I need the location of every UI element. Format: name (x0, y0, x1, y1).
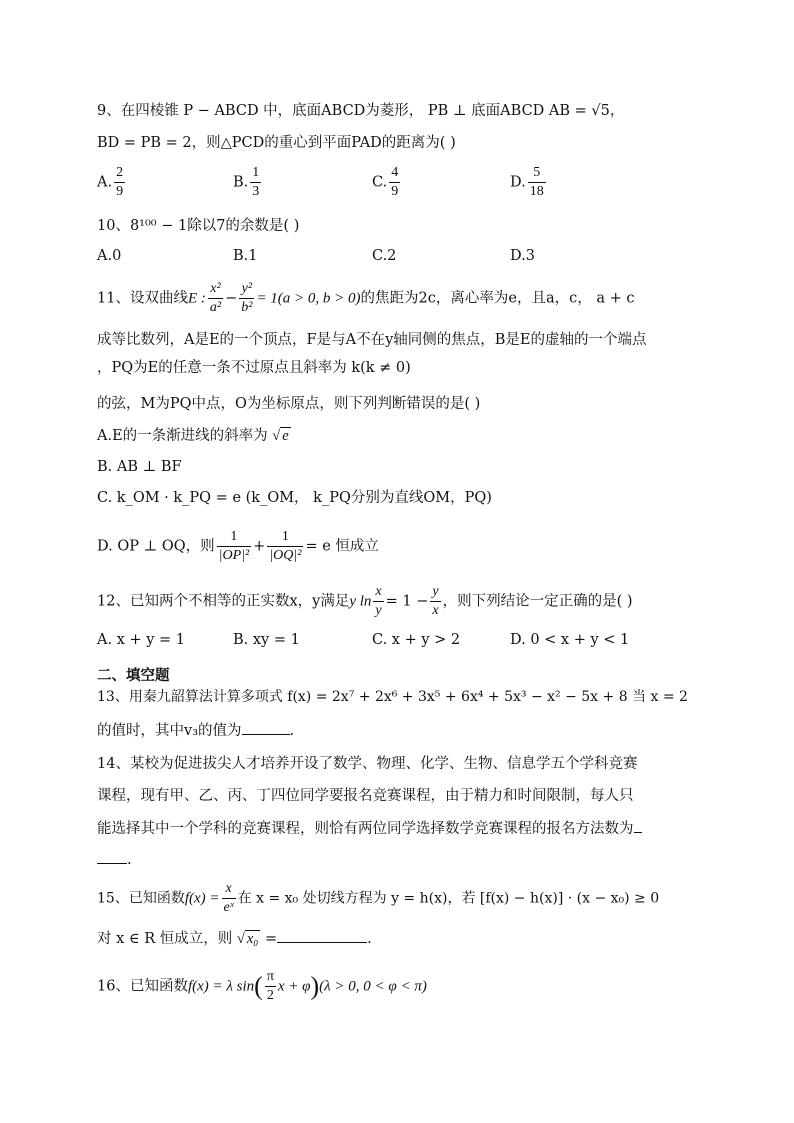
q9-line2 (97, 133, 456, 153)
q16-tail: (λ > 0, 0 < φ < π) (319, 978, 427, 995)
q12-y-ln: y ln (349, 593, 372, 610)
q10-option-b: B.1 (233, 248, 258, 264)
q11-sqrt-e-radicand: e (282, 428, 289, 444)
q11-d-fraction-1 (217, 530, 252, 563)
q15-den: eˣ (223, 900, 234, 915)
q11-option-a (97, 426, 291, 446)
q9-option-d-label: D. (510, 174, 526, 191)
q9-option-a-label: A. (97, 174, 113, 191)
q14-line1 (97, 754, 637, 774)
q11-option-b (97, 457, 182, 477)
q10-option-c: C.2 (372, 248, 397, 264)
q11-sqrt-e: √ e (272, 428, 289, 444)
q14-text-1: 14、某校为促进拔尖人才培养开设了数学、物理、化学、生物、信息学五个学科竞赛 (97, 756, 638, 772)
q15-fx-eq: f(x) = (184, 890, 220, 907)
q9-d-den: 18 (529, 184, 544, 199)
q11-x2: x² (208, 282, 223, 299)
q11-option-a-text: A.E的一条渐进线的斜率为 (97, 428, 268, 444)
q9-option-c (372, 166, 402, 199)
q10-text: 10、8¹⁰⁰ − 1除以7的余数是( ) (97, 218, 300, 234)
q12-fx: x (373, 585, 383, 602)
q16-left-paren: ( (254, 971, 263, 1001)
q11-x-fraction (208, 282, 223, 315)
q15-text-2: 对 x ∈ R 恒成立，则 (97, 931, 233, 947)
q9-option-b-label: B. (233, 174, 249, 191)
q15-answer-blank[interactable] (277, 928, 367, 943)
q11-option-d (97, 530, 379, 563)
q11-after: 的焦距为2c，离心率为e，且a，c， a + c (360, 290, 635, 307)
q12-fraction-yx (430, 585, 440, 618)
q15-sqrt: √ x₀ (236, 931, 259, 947)
q13-answer-blank[interactable] (242, 720, 290, 735)
q15-radicand: x₀ (246, 931, 259, 947)
q15-prefix: 15、已知函数 (97, 890, 185, 907)
q10-option-a: A.0 (97, 248, 122, 264)
q16-prefix: 16、已知函数 (97, 978, 188, 995)
q16-pi: π (265, 970, 276, 987)
q9-b-num: 1 (250, 166, 261, 183)
q9-option-d-fraction (528, 166, 546, 199)
q9-option-d (510, 166, 548, 199)
q9-text-1: 9、在四棱锥 P − ABCD 中，底面ABCD为菱形， PB ⊥ 底面ABCD AB = √5， (97, 103, 625, 119)
q9-a-num: 2 (114, 166, 125, 183)
q15-mid: 在 x = x₀ 处切线方程为 y = h(x)，若 [f(x) − h(x)] · (x − x₀) ≥ 0 (237, 890, 660, 907)
q14-line3 (97, 818, 642, 839)
q16-inner: x + φ (277, 978, 311, 995)
q11-text-2: 成等比数列，A是E的一个顶点，F是与A不在y轴同侧的焦点，B是E的虚轴的一个端点 (97, 332, 647, 348)
q9-line1 (97, 101, 624, 121)
q12-option-a: A. x + y = 1 (97, 632, 186, 648)
q14-text-2: 课程，现有甲、乙、丙、丁四位同学要报名竞赛课程，由于精力和时间限制，每人只 (97, 788, 634, 804)
q9-d-num: 5 (528, 166, 546, 183)
q11-option-d-lead: D. OP ⊥ OQ，则 (97, 538, 215, 555)
q15-line1 (97, 882, 659, 915)
section-title: 二、填空题 (97, 668, 170, 684)
q11-d-f1-den: |OP|² (218, 548, 250, 563)
q11-y-fraction (239, 282, 254, 315)
q16-two: 2 (266, 988, 274, 1003)
q11-a2: a² (209, 300, 222, 315)
q12-eq: = 1 − (385, 593, 429, 610)
q13-line2 (97, 720, 294, 741)
q13-text-1: 13、用秦九韶算法计算多项式 f(x) = 2x⁷ + 2x⁶ + 3x⁵ + 6x⁴ + 5x³ − x² − 5x + 8 当 x = 2 (97, 689, 688, 705)
q11-y2: y² (239, 282, 254, 299)
q13-text-2: 的值时，其中v₃的值为 (97, 723, 242, 739)
q14-text-3: 能选择其中一个学科的竞赛课程，则恰有两位同学选择数学竞赛课程的报名方法数为 (97, 821, 634, 837)
q12-option-d: D. 0 < x + y < 1 (510, 632, 630, 648)
q12-line1 (97, 585, 633, 618)
q14-answer-blank-start[interactable] (634, 818, 642, 833)
q11-line2 (97, 330, 647, 350)
q14-end: . (127, 852, 132, 868)
q14-line2 (97, 786, 634, 806)
q11-option-b-text: B. AB ⊥ BF (97, 459, 182, 475)
q9-option-c-fraction (389, 166, 400, 199)
q11-text-3: ，PQ为E的任意一条不过原点且斜率为 k(k ≠ 0) (97, 360, 411, 376)
q11-plus: + (253, 538, 266, 555)
q11-d-fraction-2 (267, 530, 303, 563)
q9-option-a-fraction (114, 166, 125, 199)
q9-a-den: 9 (116, 184, 124, 199)
q11-d-f2-den: |OQ|² (269, 548, 302, 563)
q12-fy: y (375, 603, 382, 618)
q15-num: x (222, 882, 236, 899)
q10-option-d: D.3 (510, 248, 535, 264)
q11-line1 (97, 282, 634, 315)
q12-gy: y (430, 585, 440, 602)
q12-fraction-xy (373, 585, 383, 618)
q11-d-f2-num: 1 (267, 530, 303, 547)
q12-gx: x (432, 603, 439, 618)
q12-option-b: B. xy = 1 (233, 632, 300, 648)
q11-prefix: 11、设双曲线 (97, 290, 188, 307)
q12-option-c: C. x + y > 2 (372, 632, 461, 648)
q12-prefix: 12、已知两个不相等的正实数x，y满足 (97, 593, 350, 610)
q11-d-f1-num: 1 (217, 530, 252, 547)
q11-line3 (97, 358, 411, 378)
q11-option-d-tail: = e 恒成立 (305, 538, 379, 555)
q15-end: . (367, 931, 372, 947)
q9-option-a (97, 166, 127, 199)
q9-option-c-label: C. (372, 174, 388, 191)
q13-line1 (97, 687, 688, 707)
q11-eq-lead: E : (187, 290, 206, 307)
q15-line2 (97, 928, 372, 949)
q9-option-b-fraction (250, 166, 261, 199)
q9-text-2: BD = PB = 2，则△PCD的重心到平面PAD的距离为( ) (97, 135, 456, 151)
q11-eq-tail: = 1(a > 0, b > 0) (256, 290, 361, 307)
q14-line4 (97, 849, 132, 870)
q9-c-num: 4 (389, 166, 400, 183)
q16-fraction (265, 970, 276, 1003)
q9-option-b (233, 166, 263, 199)
q11-option-c-text: C. k_OM · k_PQ = e (k_OM， k_PQ分别为直线OM，PQ) (97, 490, 492, 506)
q16-line1 (97, 970, 427, 1003)
q11-text-4: 的弦，M为PQ中点，O为坐标原点，则下列判断错误的是( ) (97, 396, 481, 412)
q10-line1 (97, 216, 299, 236)
q15-fraction (222, 882, 236, 915)
q16-lead: f(x) = λ sin (187, 978, 255, 995)
q11-minus: − (225, 290, 238, 307)
q11-line4 (97, 394, 480, 414)
q13-end: . (289, 723, 295, 739)
q14-answer-blank[interactable] (97, 849, 127, 864)
q9-c-den: 9 (391, 184, 399, 199)
q11-b2: b² (241, 300, 253, 315)
q11-option-c (97, 488, 492, 508)
q12-suffix: ，则下列结论一定正确的是( ) (442, 593, 633, 610)
q15-eq: = (264, 931, 278, 947)
q16-right-paren: ) (310, 971, 320, 1001)
q9-b-den: 3 (252, 184, 260, 199)
